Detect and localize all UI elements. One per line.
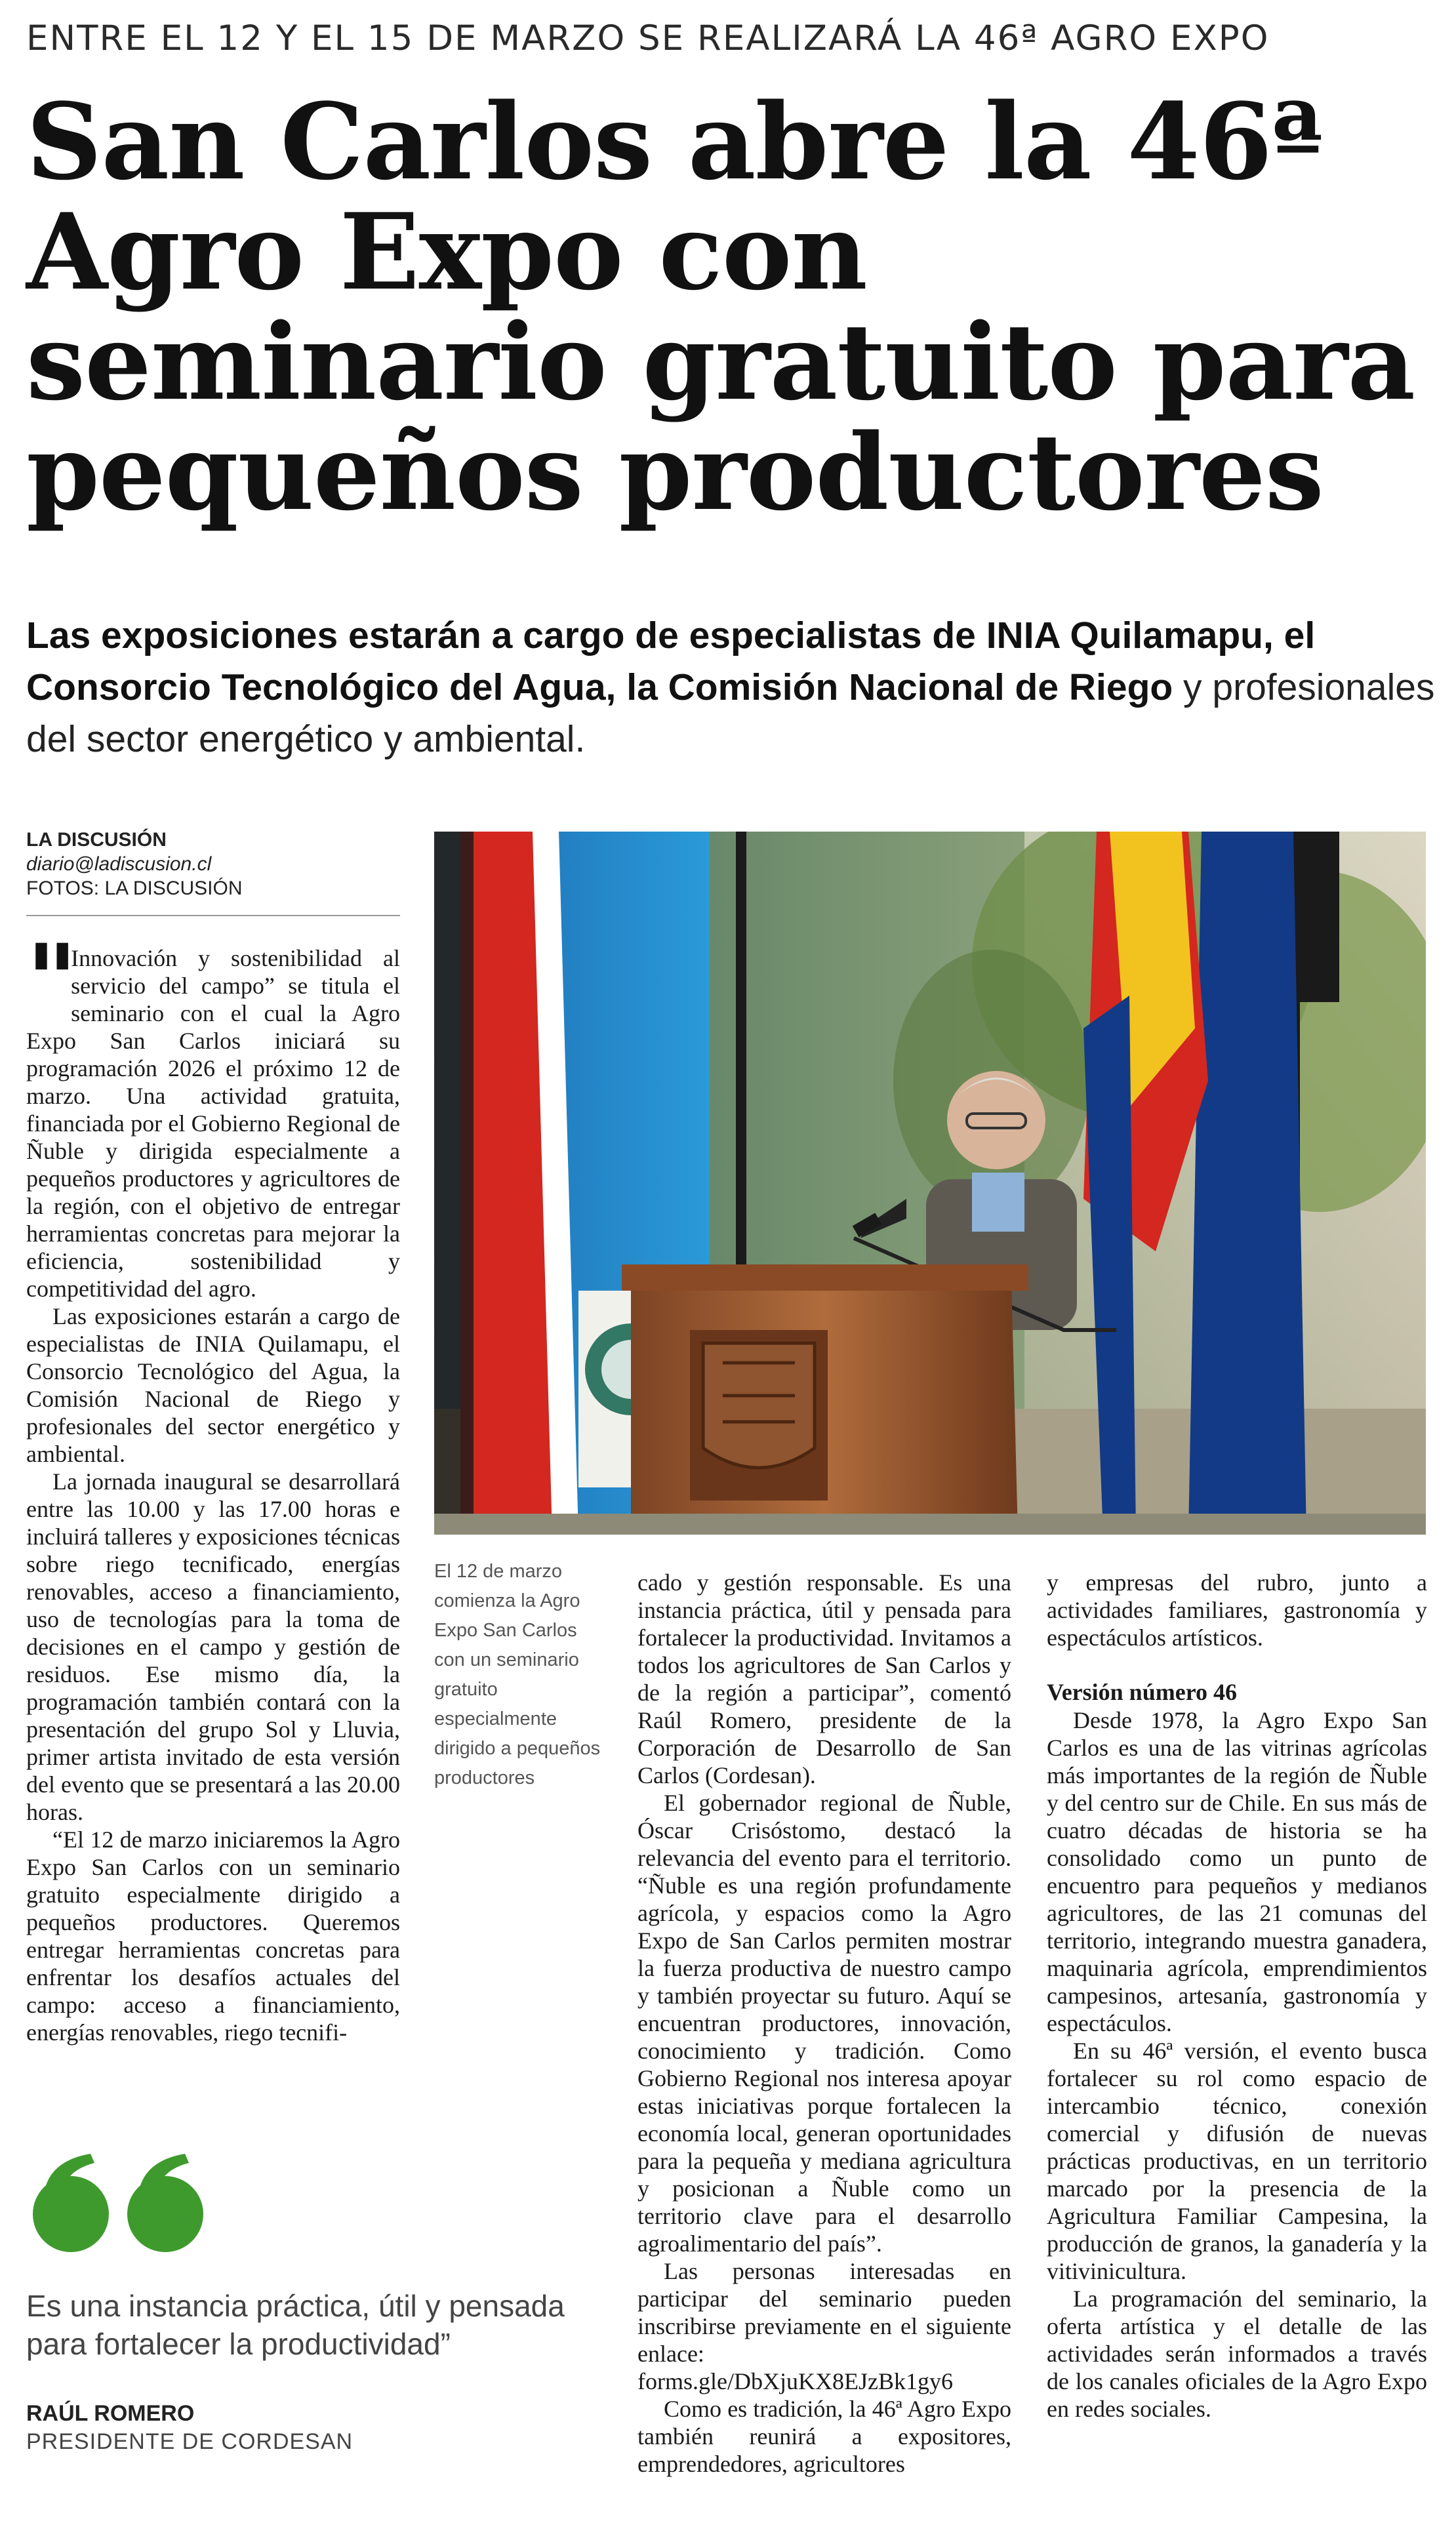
- article-photo: [434, 832, 1426, 1535]
- body-paragraph: Las personas interesadas en participar del seminario pueden inscribirse previamente en el siguiente enlace: forms.gle/DbXjuKX8EJzBk1gy6: [637, 2258, 1011, 2394]
- body-paragraph: y empresas del rubro, junto a actividades familiares, gastronomía y espectáculos artísticos.: [1047, 1569, 1427, 1651]
- deck-rest: y profesionales del sector energético y ambiental.: [26, 666, 1435, 760]
- body-paragraph: En su 46ª versión, el evento busca fortalecer su rol como espacio de intercambio técnico, conexión comercial y difusión de nuevas prácticas productivas, en un territorio marcado por la presencia de la Agricultura Familiar Campesina, la producción de granos, la ganadería y la vitivinicultura.: [1047, 2038, 1427, 2284]
- body-paragraph: Las exposiciones estarán a cargo de especialistas de INIA Quilamapu, el Consorcio Tecnológico del Agua, la Comisión Nacional de Riego y profesionales del sector energético y ambiental.: [26, 1303, 400, 1467]
- body-paragraph: cado y gestión responsable. Es una instancia práctica, útil y pensada para fortalecer la productividad. Invitamos a todos los agricultores de San Carlos y de la región a participar”, comentó Raúl Romero, presidente de la Corporación de Desarrollo de San Carlos (Cordesan).: [637, 1569, 1011, 1788]
- body-column-2: [637, 1569, 1011, 2478]
- kicker: ENTRE EL 12 Y EL 15 DE MARZO SE REALIZARÁ LA 46ª AGRO EXPO: [26, 18, 1270, 58]
- photo-caption: El 12 de marzo comienza la Agro Expo San Carlos con un seminario gratuito especialmente dirigido a pequeños productores: [434, 1561, 601, 1788]
- body-paragraph: La jornada inaugural se desarrollará entre las 10.00 y las 17.00 horas e incluirá talleres y exposiciones técnicas sobre riego tecnificado, energías renovables, acceso a financiamiento, uso de tecnologías para la toma de decisiones en el campo y gestión de residuos. Ese mismo día, la programación también contará con la presentación del grupo Sol y Lluvia, primer artista invitado de esta versión del evento que se presentará a las 20.00 horas.: [26, 1468, 400, 1825]
- byline-email: diario@ladiscusion.cl: [26, 853, 212, 875]
- byline-source: LA DISCUSIÓN: [26, 829, 167, 851]
- body-column-3: [1047, 1569, 1427, 2423]
- body-paragraph: El gobernador regional de Ñuble, Óscar Crisóstomo, destacó la relevancia del evento para el territorio. “Ñuble es una región profundamente agrícola, y espacios como la Agro Expo de San Carlos permiten mostrar la fuerza productiva de nuestro campo y también proyectar su futuro. Aquí se encuentran productores, innovación, conocimiento y tradición. Como Gobierno Regional nos interesa apoyar estas iniciativas porque fortalecen la economía local, generan oportunidades para la pequeña y mediana agricultura y posicionan a Ñuble como un territorio clave para el desarrollo agroalimentario del país”.: [637, 1790, 1011, 2257]
- headline: San Carlos abre la 46ª Agro Expo con seminario gratuito para pequeños productores: [26, 80, 1415, 534]
- drop-quote-mark: ": [26, 923, 65, 1038]
- body-paragraph: “El 12 de marzo iniciaremos la Agro Expo San Carlos con un seminario gratuito especialmente dirigido a pequeños productores. Queremos entregar herramientas concretas para enfrentar los desafíos actuales del campo: acceso a financiamiento, energías renovables, riego tecnifi-: [26, 1826, 400, 2046]
- byline-divider: [26, 915, 400, 916]
- body-paragraph: Desde 1978, la Agro Expo San Carlos es una de las vitrinas agrícolas más importantes de la región de Ñuble y del centro sur de Chile. En sus más de cuatro décadas de historia se ha consolidado como un punto de encuentro para pequeños y medianos agricultores, de las 21 comunas del territorio, integrando muestra ganadera, maquinaria agrícola, emprendimientos campesinos, artesanía, gastronomía y espectáculos.: [1047, 1707, 1427, 2036]
- pull-quote-name: RAÚL ROMERO: [26, 2401, 195, 2426]
- quote-marks-icon: [25, 2148, 215, 2253]
- body-paragraph: Innovación y sostenibilidad al servicio del campo” se titula el seminario con el cual la Agro Expo San Carlos iniciará su programación 2026 el próximo 12 de marzo. Una actividad gratuita, financiada por el Gobierno Regional de Ñuble y dirigida especialmente a pequeños productores y agricultores de la región, con el objetivo de entregar herramientas concretas para mejorar la eficiencia, sostenibilidad y competitividad del agro.: [26, 945, 400, 1302]
- deck: [26, 610, 1443, 765]
- body-paragraph: Como es tradición, la 46ª Agro Expo también reunirá a expositores, emprendedores, agricultores: [637, 2396, 1011, 2477]
- body-column-1: [26, 923, 400, 2046]
- byline-photos: FOTOS: LA DISCUSIÓN: [26, 877, 243, 899]
- pull-quote-role: PRESIDENTE DE CORDESAN: [26, 2429, 354, 2454]
- subheading: Versión número 46: [1047, 1679, 1238, 1705]
- byline: [26, 828, 407, 900]
- deck-bold: Las exposiciones estarán a cargo de especialistas de INIA Quilamapu, el Consorcio Tecnológico del Agua, la Comisión Nacional de Riego: [26, 615, 1316, 708]
- body-paragraph: La programación del seminario, la oferta artística y el detalle de las actividades serán informados a través de los canales oficiales de la Agro Expo en redes sociales.: [1047, 2286, 1427, 2422]
- pull-quote-text: Es una instancia práctica, útil y pensada para fortalecer la productividad”: [26, 2289, 565, 2361]
